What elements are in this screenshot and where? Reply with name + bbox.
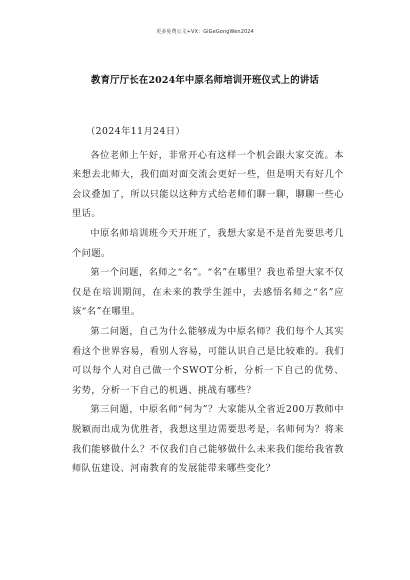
document-body xyxy=(72,122,344,479)
paragraph-4: 第二问题，自己为什么能够成为中原名师？我们每个人其实看这个世界容易，看别人容易，可能认识自己是比较难的。我们可以每个人对自己做一个SWOT分析，分析一下自己的优势、劣势，分析一下自己的机遇、挑战有哪些？ xyxy=(72,325,344,396)
paragraph-2: 中原名师培训班今天开班了，我想大家是不是首先要思考几个问题。 xyxy=(72,227,344,259)
paragraph-1: 各位老师上午好，非常开心有这样一个机会跟大家交流。本来想去北师大，我们面对面交流会更好一些，但是明天有好几个会议叠加了，所以只能以这种方式给老师们聊一聊，聊聊一些心里话。 xyxy=(72,149,344,220)
speech-date: （2024年11月24日） xyxy=(86,126,186,137)
document-title: 教育厅厅长在2024年中原名师培训开班仪式上的讲话 xyxy=(91,75,319,86)
paragraph-3: 第一个问题，名师之“名”。“名”在哪里？我也希望大家不仅仅是在培训期间，在未来的教学生涯中，去感悟名师之“名”应该“名”在哪里。 xyxy=(72,267,344,318)
paragraph-5: 第三问题，中原名师“何为”？大家能从全省近200万教师中脱颖而出成为优胜者，我想这里边需要思考是，名师何为？将来我们能够做什么？不仅我们自己能够做什么未来我们能给我省教师队伍建设、河南教育的发展能带来哪些变化？ xyxy=(72,404,344,475)
header-note: 更多免费公文+VX：GiGeGongWen2024 xyxy=(156,29,254,35)
